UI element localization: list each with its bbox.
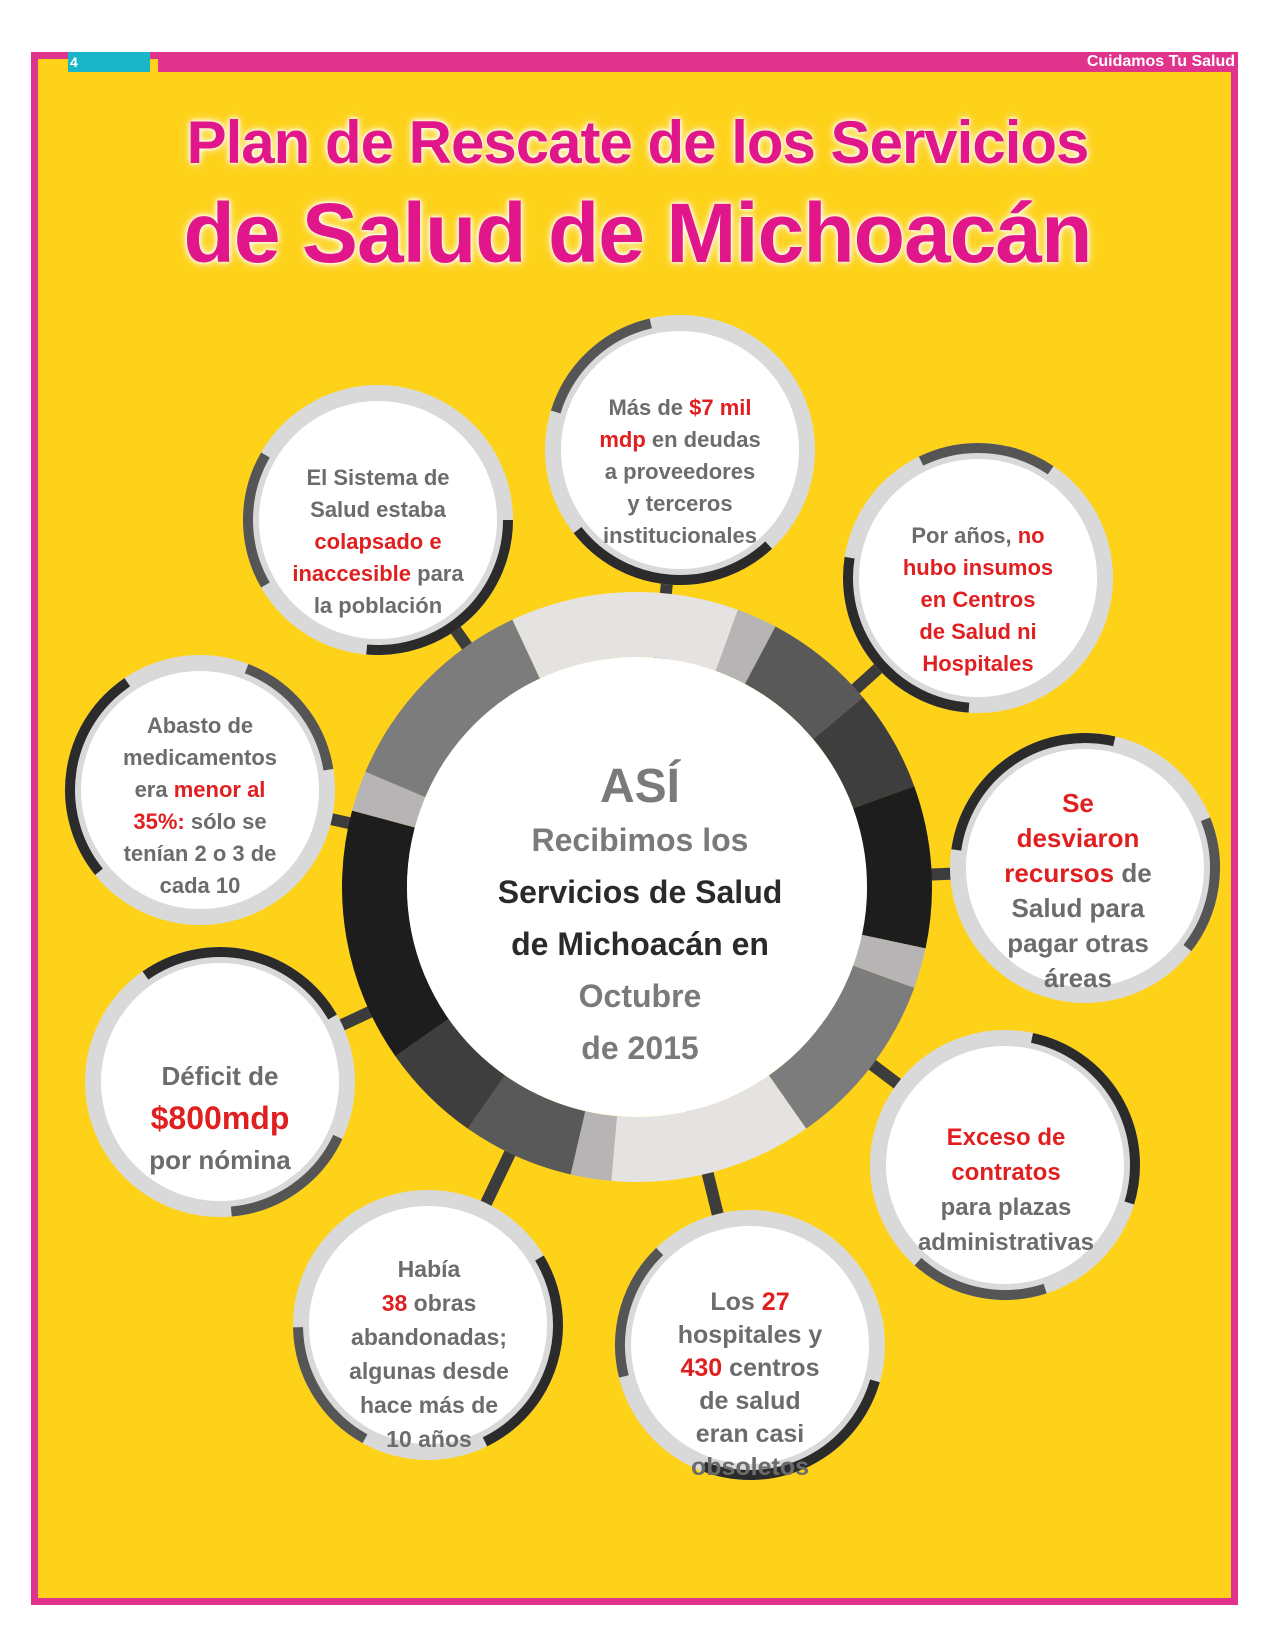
bubble-line: por nómina [149,1145,291,1175]
bubble-line: a proveedores [604,459,756,484]
bubble-highlight: 38 [381,1290,408,1316]
bubble-highlight: desviaron [1016,823,1140,853]
bubble-line: medicamentos [122,745,278,770]
bubble-highlight: de Salud ni [919,619,1037,644]
bubble-line: administrativas [917,1229,1095,1256]
bubble-line: Los [710,1288,762,1316]
bubble-line: obsoletos [690,1453,810,1481]
bubble-line: Por años, [911,523,1018,548]
center-line-2: Recibimos los [531,822,749,858]
bubble-line: eran casi [695,1420,805,1448]
center-line-5: Octubre [578,978,702,1014]
bubble-highlight: no [1017,523,1045,548]
bubble-hospitales [630,1286,870,1484]
bubble-highlight: contratos [951,1159,1061,1186]
center-line-4: de Michoacán en [511,926,769,962]
hub-center-text [430,760,850,1074]
bubble-insumos [858,520,1098,680]
bubble-line: abandonadas; [351,1324,507,1350]
bubble-highlight: recursos [1004,858,1115,888]
bubble-line: áreas [1044,963,1112,993]
page-title-line1: Plan de Rescate de los Servicios [186,109,1089,176]
bubble-line: hace más de [359,1392,499,1418]
bubble-line: sólo se [184,809,267,834]
bubble-line: y terceros [627,491,733,516]
bubble-highlight: mdp [599,427,646,452]
bubble-line: Déficit de [161,1061,279,1091]
bubble-highlight: 430 [680,1354,723,1382]
bubble-highlight: Se [1062,788,1094,818]
bubble-line: hospitales y [677,1321,823,1349]
bubble-line: era [134,777,174,802]
bubble-contratos [886,1120,1126,1260]
page-number: 4 [70,54,78,70]
page-title-line2: de Salud de Michoacán [183,186,1092,280]
bubble-highlight: $7 mil [689,395,752,420]
bubble-line: Salud estaba [310,497,446,522]
bubble-desviaron [958,786,1198,996]
bubble-line: obras [407,1290,477,1316]
bubble-line: Abasto de [146,713,254,738]
bubble-line: algunas desde [349,1358,509,1384]
center-line-asi: ASÍ [599,760,680,813]
section-title: Cuidamos Tu Salud [1086,53,1235,70]
bubble-highlight: Exceso de [946,1124,1066,1151]
bubble-line: Había [397,1256,461,1282]
bubble-line: cada 10 [159,873,241,898]
bubble-line: centros [722,1354,820,1382]
bubble-line: El Sistema de [306,465,450,490]
bubble-line: de [1114,858,1152,888]
bubble-highlight: Hospitales [922,651,1034,676]
bubble-line: pagar otras [1007,928,1149,958]
center-line-3: Servicios de Salud [497,874,783,910]
bubble-line: de salud [699,1387,801,1415]
bubble-highlight: menor al [173,777,266,802]
bubble-highlight: inaccesible [292,561,412,586]
bubble-obras [309,1252,549,1456]
bubble-deudas [560,392,800,552]
bubble-line: Más de [608,395,690,420]
bubble-line: para plazas [940,1194,1072,1221]
bubble-highlight: hubo insumos [902,555,1054,580]
bubble-line: en deudas [645,427,761,452]
bubble-highlight: colapsado e [314,529,442,554]
bubble-highlight: $800mdp [150,1100,290,1136]
bubble-line: 10 años [386,1426,472,1452]
bubble-line: para [411,561,464,586]
bubble-line: Salud para [1011,893,1145,923]
bubble-line: institucionales [602,523,758,548]
bubble-highlight: 35%: [133,809,185,834]
bubble-highlight: en Centros [920,587,1036,612]
bubble-line: tenían 2 o 3 de [123,841,277,866]
bubble-deficit [100,1055,340,1181]
bubble-highlight: 27 [761,1288,790,1316]
bubble-abasto [80,710,320,902]
bubble-sistema [258,462,498,622]
bubble-line: la población [313,593,443,618]
center-line-6: de 2015 [581,1030,699,1066]
